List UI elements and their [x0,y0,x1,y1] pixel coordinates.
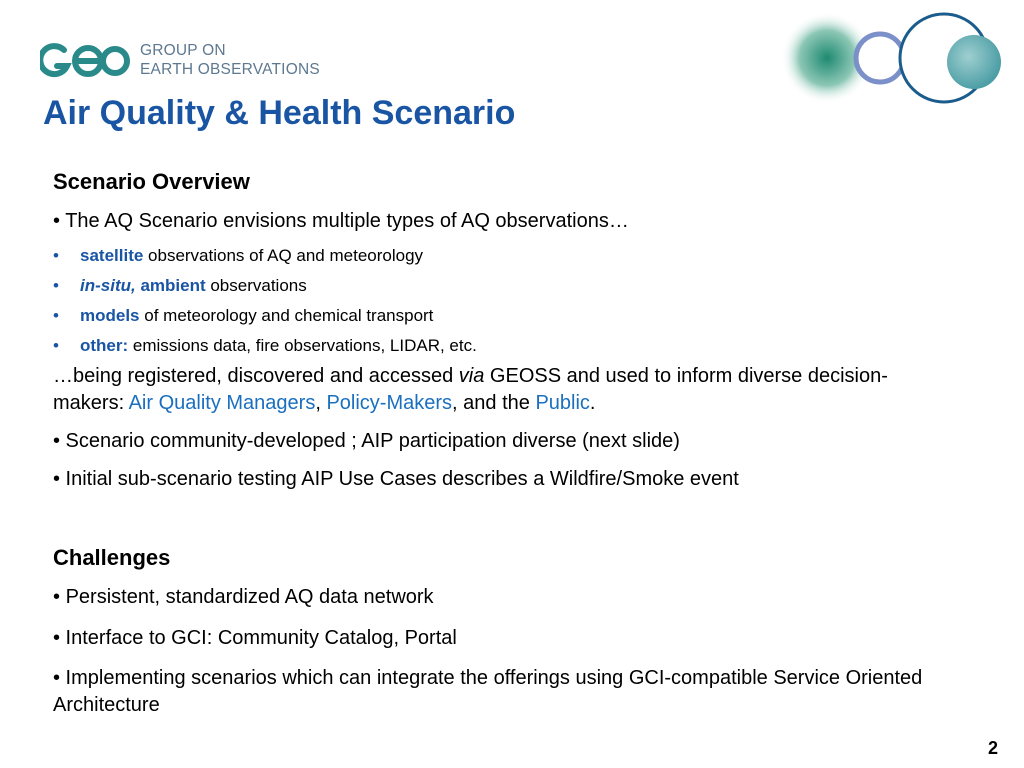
item-text: observations of AQ and meteorology [143,246,424,265]
item-highlight: other: [80,336,129,355]
challenge-item: • Implementing scenarios which can integrate the offerings using GCI-compatible Service Oriented Architecture [53,667,923,716]
challenge-item: • Interface to GCI: Community Catalog, Portal [53,627,457,649]
item-text: observations [205,276,307,295]
circle-blue-ring [856,34,904,82]
closing-text-2: GEOSS and used to inform diverse decision-makers: [53,365,888,414]
list-item [53,301,993,331]
bullet: • [53,246,59,265]
bullet: • [53,276,59,295]
slide-title: Air Quality & Health Scenario [43,94,516,132]
geo-logo-mark [40,40,132,82]
intro-bullet: • [53,210,61,232]
page-number: 2 [988,738,999,758]
item-text: of meteorology and chemical transport [139,306,434,325]
policy-makers-text: Policy-Makers [326,392,453,414]
overview-point-subscenario: • Initial sub-scenario testing AIP Use Cases describes a Wildfire/Smoke event [53,468,739,490]
overview-point-community: • Scenario community-developed ; AIP participation diverse (next slide) [53,430,680,452]
closing-text-1: …being registered, discovered and accessed [53,365,459,387]
bullet: • [53,336,59,355]
list-item [53,271,993,301]
closing-via: via [458,365,485,387]
challenges-heading: Challenges [53,545,171,570]
bullet: • [53,306,59,325]
geo-logo [40,40,340,82]
closing-sep-2: , and the [452,392,536,414]
slide-content [53,166,993,719]
closing-sep-1: , [315,392,327,414]
list-item [53,331,993,361]
intro-text: The AQ Scenario envisions multiple types of AQ observations… [65,210,629,232]
item-highlight-2: ambient [135,276,206,295]
logo-line-2: EARTH OBSERVATIONS [140,61,320,78]
item-text: emissions data, fire observations, LIDAR, etc. [128,336,477,355]
overview-closing [53,363,953,417]
circle-teal [947,35,1001,89]
item-highlight: models [80,306,140,325]
air-quality-managers-text: Air Quality Managers [128,392,316,414]
logo-text [140,41,320,79]
observation-list [53,241,993,361]
decorative-circles [772,12,1004,108]
challenge-text: Persistent, standardized AQ data network [65,586,434,608]
item-highlight: satellite [80,246,144,265]
challenge-item [53,584,993,611]
overview-heading: Scenario Overview [53,169,250,194]
challenge-bullet: • [53,586,61,608]
closing-end: . [589,392,596,414]
item-highlight: in-situ, [80,276,136,295]
overview-intro [53,208,993,235]
list-item [53,241,993,271]
public-text: Public [535,392,590,414]
logo-line-1: GROUP ON [140,42,226,59]
